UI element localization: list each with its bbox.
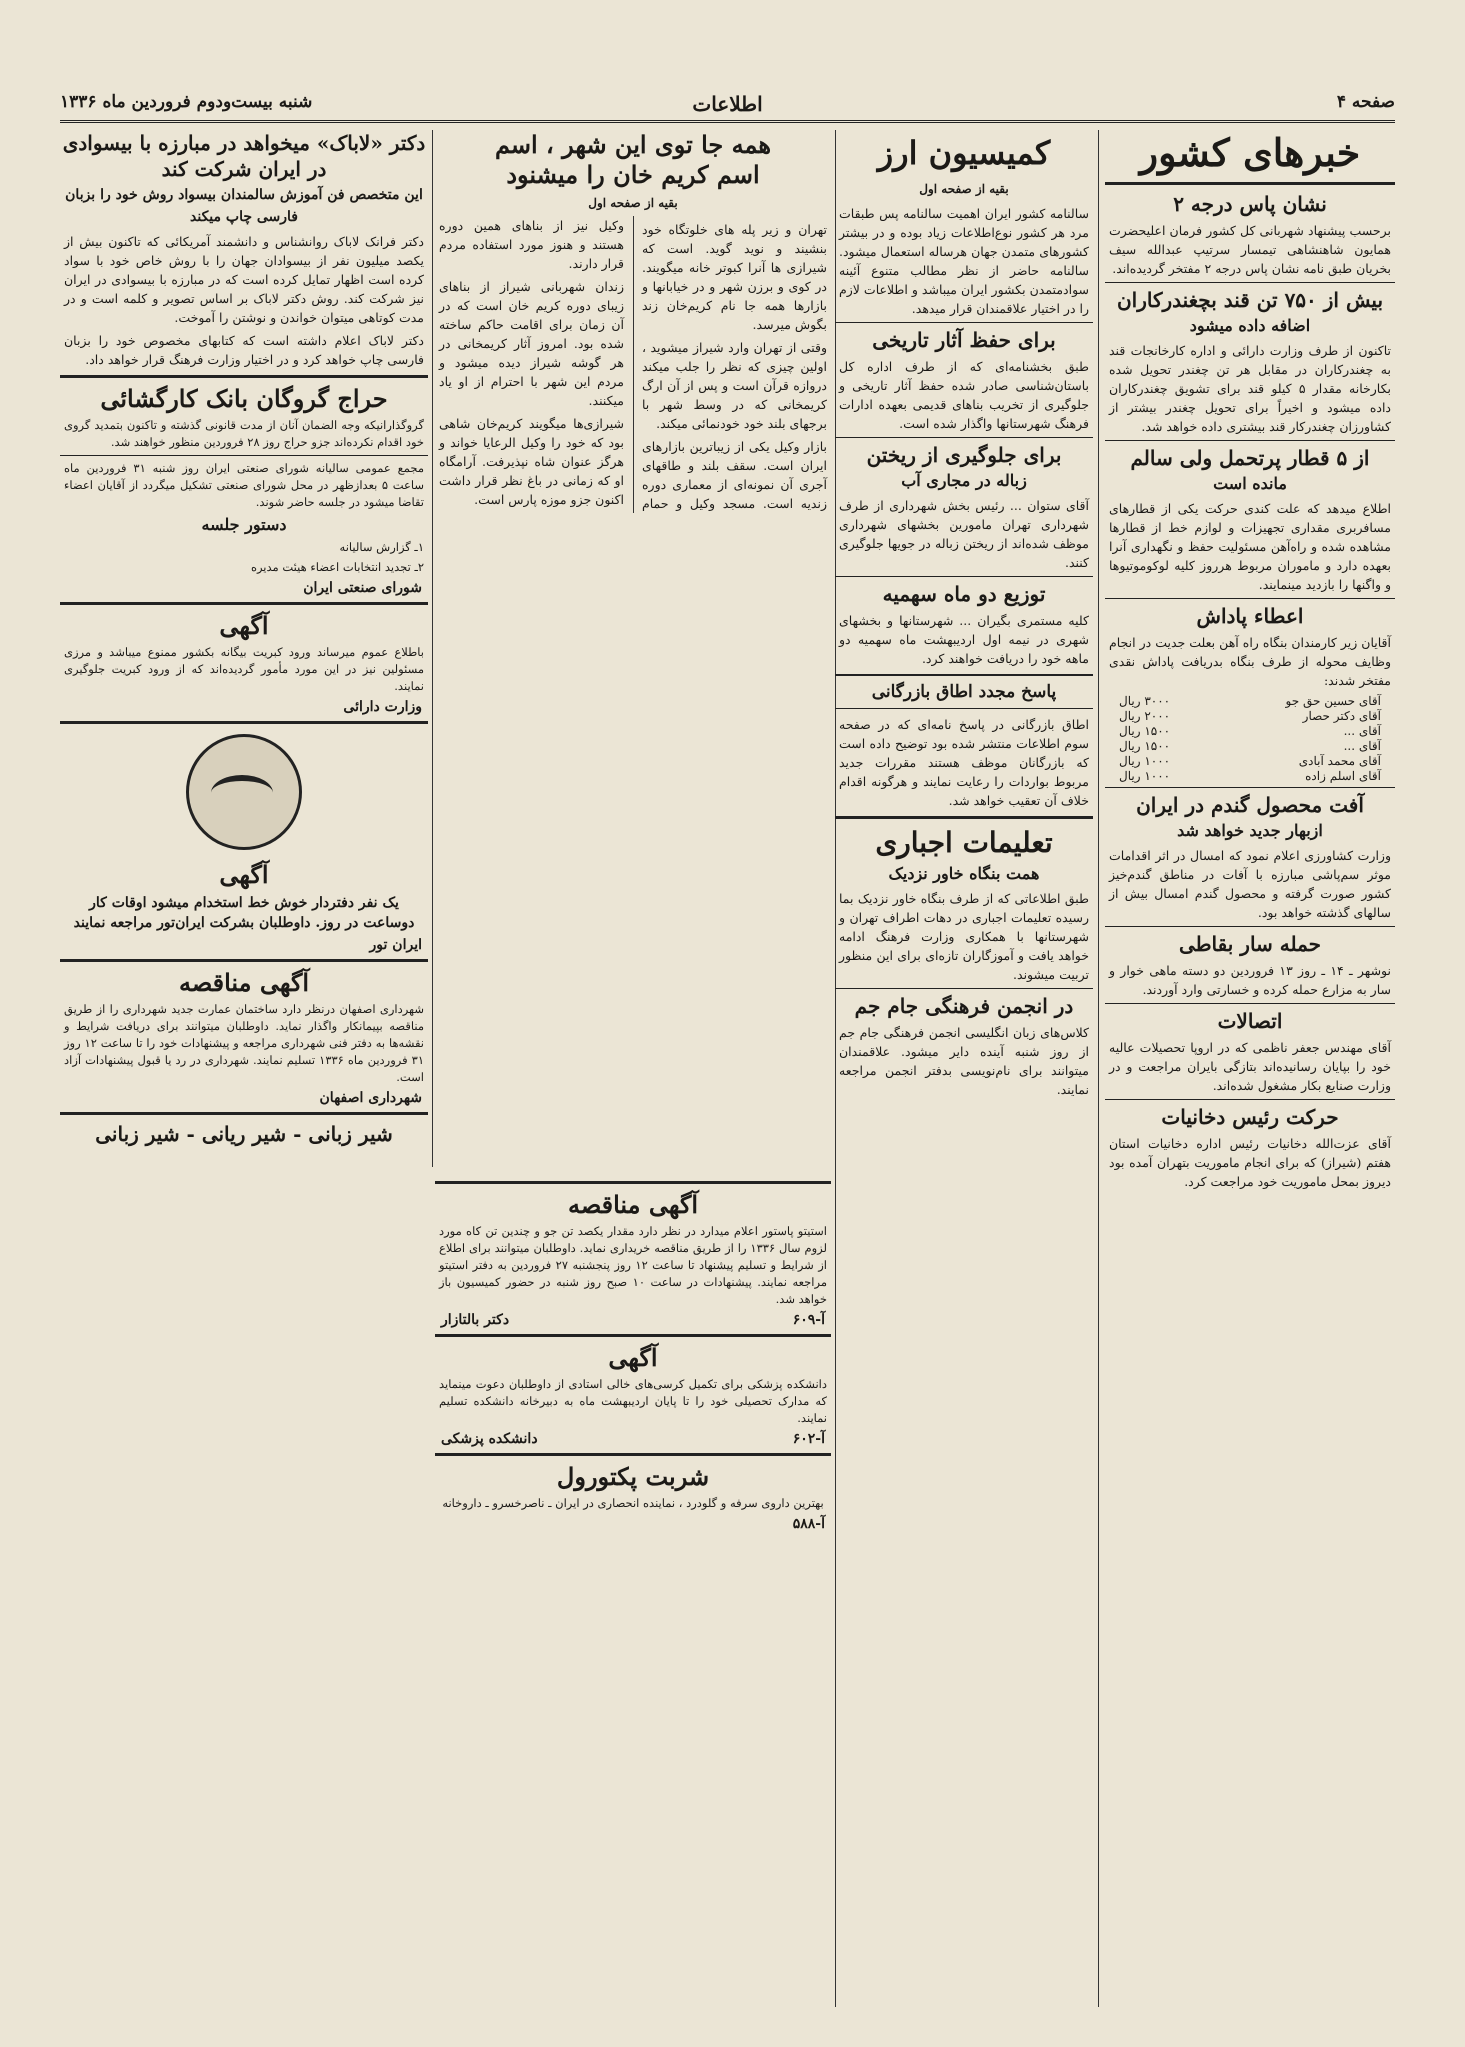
- bottom-ads: [435, 1175, 831, 2007]
- auction-title: حراج گروگان بانک کارگشائی: [100, 384, 388, 413]
- award-row: آقای ... ۱۵۰۰ ریال: [1119, 724, 1381, 738]
- article-text: دکتر فرانک لاباک روانشناس و دانشمند آمریکائی که تاکنون بیش از یکصد میلیون نفر از بیسوادان جهان را با روش خاص خود با سواد کرده است اظهار تمایل کرده است که در مبارزه با بیسوادی در ایران نیز شرکت کند. روش دکتر لاباک بر اساس تصویر و کلمه است و در مدت کوتاهی میتوان خواندن و نوشتن را آموخت.: [64, 234, 424, 325]
- notice-title: آگهی: [608, 1343, 658, 1372]
- article-text: وزارت کشاورزی اعلام نمود که امسال در اثر اقدامات موثر سم‌پاشی مبارزه با آفات در مناطق گندم‌خیز کشور صورت گرفته و محصول گندم امسال بیش از سالهای گذشته خواهد بود.: [1109, 848, 1391, 920]
- article-text: اطلاع میدهد که علت کندی حرکت یکی از قطارهای مسافربری مقداری تجهیزات و لوازم خط از قطارها مشاهده شده و راه‌آهن مسئولیت حفظ و نگهداری آنرا بعهده دارد و ماموران مربوط هرروز کلیه لوکوموتیوها و واگنها را بازدید مینمایند.: [1109, 501, 1391, 592]
- auction-text: گروگذارانیکه وجه الضمان آنان از مدت قانونی گذشته و تاکنون بتمدید گروی خود اقدام نکرده‌اند جزو حراج روز ۲۸ فروردین منظور خواهند شد.: [64, 418, 424, 449]
- signature: ایران تور: [369, 937, 422, 953]
- tender-text: شهرداری اصفهان درنظر دارد ساختمان عمارت جدید شهرداری را از طریق مناقصه بپیمانکار واگذار نماید. داوطلبان میتوانند برای دریافت شرایط و نقشه‌ها به دفتر فنی شهرداری مراجعه و پیشنهادات خود را تا ساعت ۱۲ روز ۳۱ فروردین ماه ۱۳۳۶ تسلیم نمایند. شهرداری در رد یا قبول پیشنهادات آزاد است.: [64, 1002, 425, 1084]
- signature: آ-۶۰۲ دانشکده پزشکی: [441, 1431, 825, 1447]
- headline: حمله سار بقاطی: [1178, 932, 1322, 956]
- headline: نشان پاس درجه ۲: [1173, 192, 1327, 216]
- headline: برای حفظ آثار تاریخی: [872, 328, 1056, 352]
- award-row: آقای دکتر حصار ۲۰۰۰ ریال: [1119, 709, 1381, 723]
- notice-title: آگهی: [219, 611, 269, 640]
- article-text: تهران و زیر پله های خلوتگاه خود بنشیند و نوید گوید. است که شیرازی ها آنرا کبوتر خانه میگویند. در کوی و برزن شهر و در خیابانها و بازارها همه جا نام کریم‌خان زند بگوش میرسد.: [642, 222, 827, 332]
- article-text: بازار وکیل یکی از زیباترین بازارهای ایران است. سقف بلند و طاقهای آجری آن نمونه‌ای از معماری دوره زندیه است. مسجد وکیل و حمام وکیل نیز از بناهای همین دوره هستند و هنوز مورد استفاده مردم قرار دارند.: [439, 218, 827, 511]
- article-text: کلاس‌های زبان انگلیسی انجمن فرهنگی جام جم از روز شنبه آینده دایر میشود. علاقمندان میتوانند برای نام‌نویسی بدفتر انجمن مراجعه نمایند.: [839, 1025, 1089, 1097]
- column-rule: [432, 130, 433, 1167]
- article-text: آقای ستوان ... رئیس بخش شهرداری از طرف شهرداری تهران مامورین بخشهای شهرداری موظف شده‌اند از ریختن زباله در جویها جلوگیری کنند.: [839, 498, 1089, 570]
- signature: وزارت دارائی: [343, 699, 422, 715]
- column-rule: [1098, 130, 1099, 2007]
- section-title: کمیسیون ارز: [877, 134, 1051, 172]
- agenda-title: دستور جلسه: [201, 515, 287, 534]
- column-national-news: [1105, 130, 1395, 2007]
- story-title-line2: اسم کریم خان را میشنود: [506, 160, 760, 189]
- signature: آ-۶۰۹ دکتر بالتازار: [441, 1312, 825, 1328]
- article-text: اطاق بازرگانی در پاسخ نامه‌ای که در صفحه سوم اطلاعات منتشر شده بود توضیح داده است که بازرگانان موظف هستند مقررات جدید مربوط بواردات را رعایت نمایند و هرگونه اقدام خلاف آن تعقیب خواهد شد.: [839, 717, 1089, 808]
- article-text: وقتی از تهران وارد شیراز میشوید ، اولین چیزی که نظر را جلب میکند دروازه قرآن است و پس از آن ارگ کریمخانی که در وسط شهر با برجهای بلند خود خودنمائی میکند.: [642, 340, 827, 431]
- tender-title: آگهی مناقصه: [567, 1190, 699, 1219]
- subheadline: مانده است: [1213, 474, 1287, 493]
- headline: از ۵ قطار پرتحمل ولی سالم: [1130, 446, 1370, 470]
- article-text: زندان شهربانی شیراز از بناهای زیبای دوره کریم خان است که در آن زمان برای اقامت حاکم ساخته شده بود. امروز آثار کریمخانی در هر گوشه شیراز دیده میشود و مردم این شهر با احترام از او یاد میکنند.: [439, 279, 624, 408]
- issue-date: شنبه بیست‌ودوم فروردین ماه ۱۳۳۶: [60, 92, 313, 112]
- subheadline: همت بنگاه خاور نزدیک: [888, 864, 1040, 883]
- article-text: آقایان زیر کارمندان بنگاه راه آهن بعلت جدیت در انجام وظایف محوله از طرف بنگاه بدریافت پاداش نقدی مفتخر شدند:: [1109, 635, 1391, 688]
- page-header: [60, 90, 1395, 123]
- award-row: آقای اسلم زاده ۱۰۰۰ ریال: [1119, 769, 1381, 783]
- notice-text: دانشکده پزشکی برای تکمیل کرسی‌های خالی استادی از داوطلبان دعوت مینماید که مدارک تحصیلی خود را تا پایان اردیبهشت ماه به دبیرخانه دانشکده تسلیم نمایند.: [439, 1377, 827, 1425]
- ad-text: بهترین داروی سرفه و گلودرد ، نماینده انحصاری در ایران ـ ناصرخسرو ـ داروخانه: [442, 1496, 824, 1510]
- award-row: آقای ... ۱۵۰۰ ریال: [1119, 739, 1381, 753]
- subheadline: اضافه داده میشود: [1189, 316, 1311, 335]
- headline: بیش از ۷۵۰ تن قند بچغندرکاران: [1116, 288, 1384, 312]
- article-text: آقای مهندس جعفر ناظمی که در اروپا تحصیلات عالیه خود را بپایان رسانیده‌اند بتازگی بایران مراجعت و در وزارت صنایع بکار مشغول شده‌اند.: [1109, 1040, 1391, 1093]
- emblem-logo: [186, 734, 302, 850]
- paper-name: اطلاعات: [692, 92, 763, 116]
- signature: شهرداری اصفهان: [319, 1090, 422, 1106]
- notice-title: آگهی: [219, 860, 269, 889]
- column-currency: [835, 130, 1093, 2007]
- tender-text: استیتو پاستور اعلام میدارد در نظر دارد مقدار یکصد تن جو و چندین تن کاه مورد لزوم سال ۱۳۳۶ را از طریق مناقصه خریداری نماید. داوطلبان میتوانند برای اطلاع از شرایط و تسلیم پیشنهاد تا ساعت ۱۲ روز پنجشنبه ۲۷ فروردین به دفتر استیتو مراجعه نمایند. پیشنهادات در ساعت ۱۰ صبح روز شنبه در حضور کمیسیون باز خواهد شد.: [439, 1224, 827, 1306]
- headline: حرکت رئیس دخانیات: [1161, 1105, 1339, 1129]
- continued-label: بقیه از صفحه اول: [919, 182, 1009, 196]
- article-text: تاکنون از طرف وزارت دارائی و اداره کارخانجات قند به چغندرکاران در مقابل هر تن چغندر تحویل شده بکارخانه مقدار ۵ کیلو قند برای تشویق چغندرکاران داده میشود و اخیراً برای تحویل چغندر بیشتر از کشاورزان چغندرکار قند بیشتری داده خواهد شد.: [1109, 343, 1391, 434]
- subheadline: زباله در مجاری آب: [901, 471, 1027, 490]
- notice-text: یک نفر دفتردار خوش خط استخدام میشود اوقات کار دوساعت در روز. داوطلبان بشرکت ایران‌تور مراجعه نمایند: [73, 895, 415, 931]
- story-title: همه جا توی این شهر ، اسم: [494, 130, 772, 159]
- agenda-item: ۲ـ تجدید انتخابات اعضاء هیئت مدیره: [250, 560, 424, 574]
- page-number: صفحه ۴: [1336, 92, 1395, 112]
- section-title: خبرهای کشور: [1139, 130, 1361, 175]
- award-row: آقای حسین حق جو ۳۰۰۰ ریال: [1119, 694, 1381, 708]
- article-text: نوشهر ـ ۱۴ ـ روز ۱۳ فروردین دو دسته ماهی خوار و سار به مزارع حمله کرده و خسارتی وارد آوردند.: [1109, 963, 1391, 997]
- column-shiraz-story: [435, 130, 831, 1167]
- headline: اتصالات: [1217, 1009, 1283, 1033]
- continued-label: بقیه از صفحه اول: [588, 196, 678, 210]
- notice-text: باطلاع عموم میرساند ورود کبریت بیگانه بکشور ممنوع میباشد و مرزی مسئولین نیز در این مورد مأمور گردیده‌اند که از ورود کبریت جلوگیری نمایند.: [64, 645, 424, 693]
- signature: آ-۵۸۸: [792, 1516, 825, 1532]
- awards-list: [1105, 694, 1395, 783]
- headline: آفت محصول گندم در ایران: [1136, 793, 1364, 817]
- headline: برای جلوگیری از ریختن: [866, 443, 1062, 467]
- signature: شورای صنعتی ایران: [303, 580, 422, 596]
- article-text: برحسب پیشنهاد شهربانی کل کشور فرمان اعلیحضرت همایون شاهنشاهی تیمسار سرتیپ عبدالله سیف بخریان طبق نامه نشان پاس درجه ۲ مفتخر گردیده‌اند.: [1109, 223, 1391, 276]
- ad-title: شربت پکتورول: [556, 1462, 710, 1491]
- column-left: [60, 130, 428, 2007]
- headline: دکتر «لاباک» میخواهد در مبارزه با بیسوادی: [62, 131, 426, 155]
- subheadline: ازبهار جدید خواهد شد: [1177, 821, 1323, 840]
- article-text: دکتر لاباک اعلام داشته است که کتابهای مخصوص خود را بزبان فارسی چاپ خواهد کرد و در اختیار وزارت فرهنگ قرار خواهد داد.: [64, 333, 424, 367]
- story-body: [435, 216, 831, 513]
- award-row: آقای محمد آبادی ۱۰۰۰ ریال: [1119, 754, 1381, 768]
- article-text: کلیه مستمری بگیران ... شهرستانها و بخشهای شهری در نیمه اول اردیبهشت ماه سهمیه دو ماهه خود را دریافت خواهند کرد.: [839, 613, 1089, 666]
- headline: در انجمن فرهنگی جام جم: [854, 994, 1074, 1018]
- headline-line2: در ایران شرکت کند: [161, 157, 327, 181]
- article-text: سالنامه کشور ایران اهمیت سالنامه پس طبقات مرد هر کشور نوع‌اطلاعات زیاد بوده و در بیشتر کشورهای متمدن جهان هرساله استعمال میشود. سالنامه حاضر از نظر مطالب متنوع آئینه سوادمتمدن بکشور ایران میباشد و اطلاعات لازم را در اختیار علاقمندان قرار میدهد.: [839, 206, 1089, 316]
- headline: اعطاء پاداش: [1196, 604, 1304, 628]
- headline: توزیع دو ماه سهمیه: [882, 582, 1046, 606]
- headline: پاسخ مجدد اطاق بازرگانی: [871, 682, 1057, 702]
- meeting-notice: مجمع عمومی سالیانه شورای صنعتی ایران روز شنبه ۳۱ فروردین ماه ساعت ۵ بعدازظهر در محل شورای صنعتی تشکیل میگردد از آقایان اعضاء تقاضا میشود در جلسه حاضر شوند.: [64, 461, 424, 509]
- headline: تعلیمات اجباری: [875, 826, 1053, 859]
- subheadline: این متخصص فن آموزش سالمندان بیسواد روش خود را بزبان فارسی چاپ میکند: [65, 187, 423, 225]
- article-text: آقای عزت‌الله دخانیات رئیس اداره دخانیات استان هفتم (شیراز) که برای انجام ماموریت بتهران آمده بود دیروز بمحل ماموریت خود مراجعت کرد.: [1109, 1136, 1391, 1189]
- ad-title: شیر زبانی - شیر ریانی - شیر زبانی: [95, 1122, 393, 1146]
- article-text: طبق بخشنامه‌ای که از طرف اداره کل باستان‌شناسی صادر شده حفظ آثار تاریخی و جلوگیری از تخریب بناهای قدیمی بعهده ادارات فرهنگ شهرستانها واگذار شده است.: [839, 359, 1089, 431]
- tender-title: آگهی مناقصه: [178, 968, 310, 997]
- article-text: طبق اطلاعاتی که از طرف بنگاه خاور نزدیک بما رسیده تعلیمات اجباری در دهات اطراف تهران و شهرستانها با همکاری وزارت فرهنگ ادامه خواهد یافت و آموزگاران تازه‌ای برای این منظور تربیت میشوند.: [839, 891, 1089, 982]
- article-text: شیرازی‌ها میگویند کریم‌خان شاهی بود که خود را وکیل الرعایا خواند و هرگز عنوان شاه نپذیرفت. آرامگاه او که زمانی در باغ نظر قرار داشت اکنون جزو موزه پارس است.: [439, 416, 624, 507]
- agenda-item: ۱ـ گزارش سالیانه: [339, 540, 424, 554]
